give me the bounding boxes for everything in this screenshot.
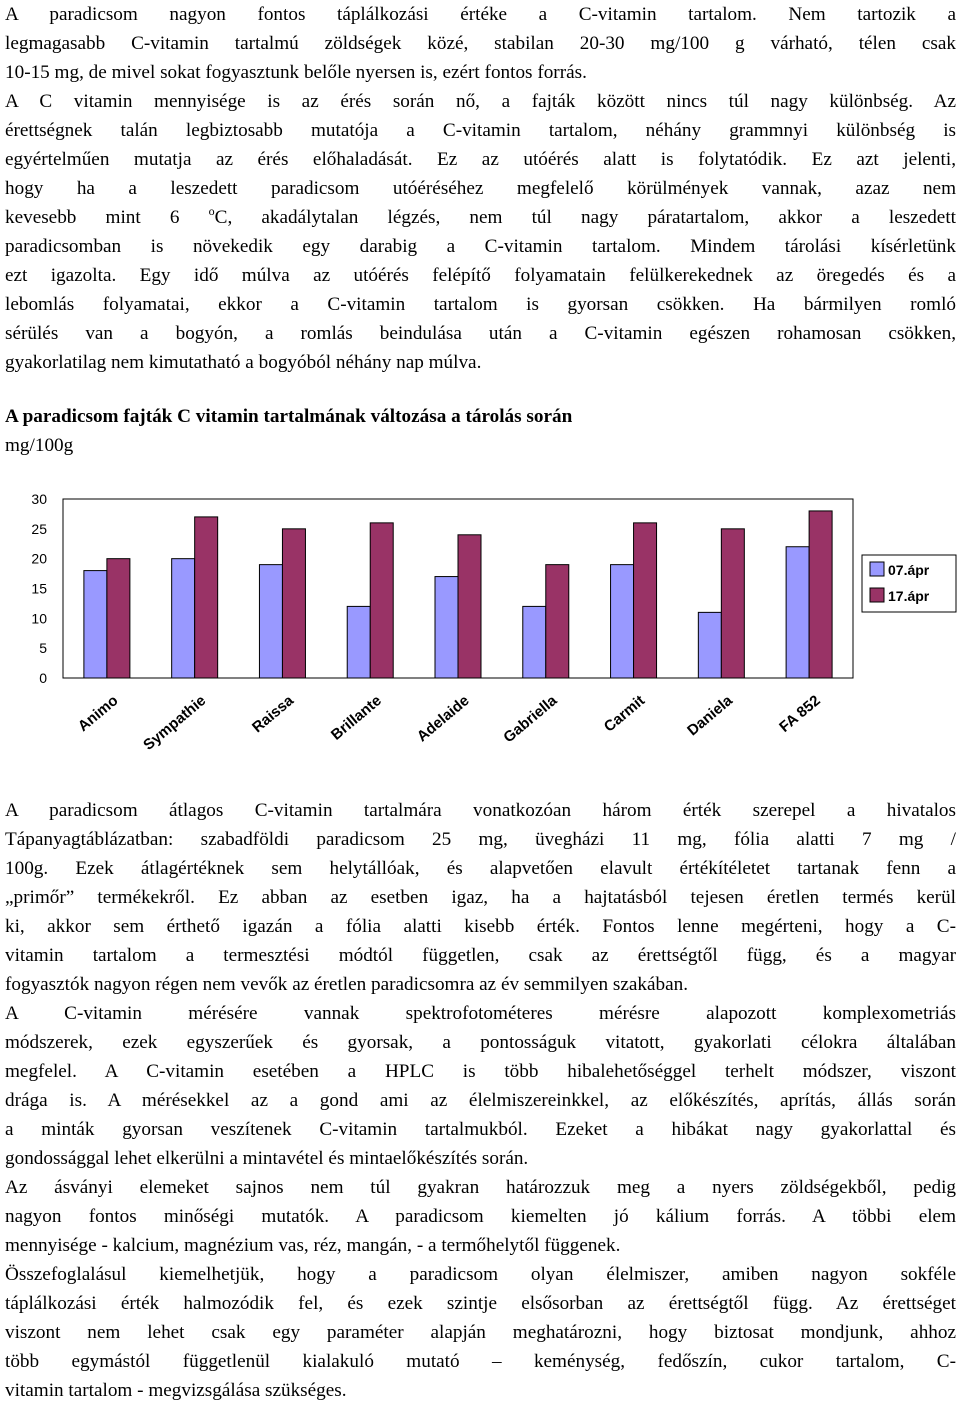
legend-label: 17.ápr — [888, 588, 930, 604]
text-line: nagyon fontos minőségi mutatók. A paradicsom kiemelten jó kálium forrás. A többi elem — [5, 1206, 956, 1227]
text-line: táplálkozási érték halmozódik fel, és ezek szintje elsősorban az érettségtől függ. Az érettséget — [5, 1293, 956, 1314]
text-line: sérülés van a bogyón, a romlás beindulása után a C-vitamin egészen rohamosan csökken, — [5, 323, 956, 344]
bar-series2 — [809, 511, 832, 678]
text-line: ki, akkor sem érthető igazán a fólia alatti kisebb érték. Fontos lenne megérteni, hogy a C- — [5, 916, 956, 937]
text-line: gondossággal lehet elkerülni a mintavétel és mintaelőkészítés során. — [5, 1148, 529, 1169]
text-line: hogy ha a leszedett paradicsom utóéréséhez megfelelő körülmények vannak, azaz nem — [5, 178, 956, 199]
text-fragment: kevesebb mint 6 — [5, 207, 209, 228]
legend-label: 07.ápr — [888, 562, 930, 578]
bar-series1 — [786, 547, 809, 678]
x-category-label: Gabriella — [500, 692, 561, 747]
legend-swatch — [870, 562, 884, 576]
text-line — [5, 203, 956, 232]
bars — [84, 511, 832, 678]
y-axis-ticks — [31, 491, 47, 686]
bar-series1 — [611, 565, 634, 678]
bar-series2 — [546, 565, 569, 678]
text-line: gyakorlatilag nem kimutatható a bogyóból néhány nap múlva. — [5, 352, 482, 373]
paragraph-minerals — [5, 1173, 956, 1260]
text-line: lebomlás folyamatai, ekkor a C-vitamin tartalom is gyorsan csökken. Ha bármilyen romló — [5, 294, 956, 315]
x-category-label: Sympathie — [140, 692, 210, 754]
paragraph-nutrition-table — [5, 796, 956, 999]
text-line: drága is. A mérésekkel az a gond ami az élelmiszereinkkel, az előkészítés, aprítás, állás során — [5, 1090, 956, 1111]
text-line: vitamin tartalom a termesztési módtól független, csak az érettségtől függ, és a magyar — [5, 945, 956, 966]
x-category-label: Brillante — [327, 692, 385, 744]
text-line: viszont nem lehet csak egy paraméter alapján meghatározni, hogy biztosat mondjunk, ahhoz — [5, 1322, 956, 1343]
degree-superscript: o — [208, 204, 215, 218]
legend — [862, 555, 956, 612]
text-line: egyértelműen mutatja az érés előhaladását. Ez az utóérés alatt is folytatódik. Ez azt jelenti, — [5, 149, 956, 170]
text-line: Tápanyagtáblázatban: szabadföldi paradicsom 25 mg, üvegházi 11 mg, fólia alatti 7 mg / — [5, 829, 956, 850]
bar-series2 — [370, 523, 393, 678]
bar-series1 — [435, 577, 458, 678]
text-line: megfelel. A C-vitamin esetében a HPLC is több hibalehetőséggel terhelt módszer, viszont — [5, 1061, 956, 1082]
bar-series2 — [634, 523, 657, 678]
text-line: A C vitamin mennyisége is az érés során nő, a fajták között nincs túl nagy különbség. Az — [5, 91, 956, 112]
y-tick-label: 10 — [31, 610, 47, 627]
chart-unit-label: mg/100g — [5, 435, 74, 456]
bar-series2 — [282, 529, 305, 678]
y-tick-label: 30 — [31, 491, 47, 507]
paragraph-intro — [5, 0, 956, 377]
bar-series1 — [84, 571, 107, 678]
x-category-label: Raissa — [249, 692, 298, 737]
text-line: A paradicsom nagyon fontos táplálkozási értéke a C-vitamin tartalom. Nem tartozik a — [5, 4, 956, 25]
legend-swatch — [870, 588, 884, 602]
text-line: paradicsomban is növekedik egy darabig a C-vitamin tartalom. Mindem tárolási kísérletünk — [5, 236, 956, 257]
y-tick-label: 15 — [31, 580, 47, 597]
y-tick-label: 25 — [31, 520, 47, 537]
text-line: A paradicsom átlagos C-vitamin tartalmára vonatkozóan három érték szerepel a hivatalos — [5, 800, 956, 821]
bar-series1 — [259, 565, 282, 678]
bar-series1 — [698, 612, 721, 678]
text-line: érettségnek talán legbiztosabb mutatója a C-vitamin tartalom, néhány grammnyi különbség is — [5, 120, 956, 141]
text-line: 100g. Ezek átlagértéknek sem helytállóak, és alapvetően elavult értékítéletet tartanak fenn a — [5, 858, 956, 879]
x-axis-labels — [75, 692, 824, 754]
y-tick-label: 0 — [39, 670, 47, 686]
bar-series1 — [523, 606, 546, 678]
x-category-label: Carmit — [600, 692, 649, 736]
y-tick-label: 20 — [31, 550, 47, 567]
text-line: mennyisége - kalcium, magnézium vas, réz, mangán, - a termőhelytől függenek. — [5, 1235, 621, 1256]
text-fragment: C, akadálytalan légzés, nem túl nagy páratartalom, akkor a leszedett — [214, 207, 956, 228]
text-line: A C-vitamin mérésére vannak spektrofotométeres mérésre alapozott komplexometriás — [5, 1003, 956, 1024]
x-category-label: FA 852 — [776, 692, 824, 736]
y-tick-label: 5 — [39, 640, 47, 657]
bar-series1 — [347, 606, 370, 678]
text-line: több egymástól függetlenül kialakuló mutató – keménység, fedőszín, cukor tartalom, C- — [5, 1351, 956, 1372]
vitamin-c-bar-chart — [0, 480, 960, 785]
bar-series2 — [458, 535, 481, 678]
text-line: módszerek, ezek egyszerűek és gyorsak, a pontosságuk vitatott, gyakorlati célokra általában — [5, 1032, 956, 1053]
chart-heading: A paradicsom fajták C vitamin tartalmának változása a tárolás során — [5, 406, 573, 427]
text-line: fogyasztók nagyon régen nem vevők az éretlen paradicsomra az év semmilyen szakában. — [5, 974, 689, 995]
text-line: „primőr” termékekről. Ez abban az esetben igaz, ha a hajtatásból tejesen éretlen termés kerül — [5, 887, 956, 908]
x-category-label: Adelaide — [413, 692, 473, 746]
x-category-label: Daniela — [684, 692, 736, 740]
text-line: 10-15 mg, de mivel sokat fogyasztunk belőle nyersen is, ezért fontos forrás. — [5, 62, 587, 83]
text-line: ezt igazolta. Egy idő múlva az utóérés felépítő folyamatain felülkerekednek az öregedés és a — [5, 265, 956, 286]
bar-series2 — [107, 559, 130, 678]
text-line: a minták gyorsan veszítenek C-vitamin tartalmukból. Ezeket a hibákat nagy gyakorlattal és — [5, 1119, 956, 1140]
text-line: Az ásványi elemeket sajnos nem túl gyakran határozzuk meg a nyers zöldségekből, pedig — [5, 1177, 956, 1198]
text-line: Összefoglalásul kiemelhetjük, hogy a paradicsom olyan élelmiszer, amiben nagyon sokféle — [5, 1264, 956, 1285]
paragraph-measurement — [5, 999, 956, 1173]
bar-series1 — [172, 559, 195, 678]
paragraph-summary — [5, 1260, 956, 1405]
bar-series2 — [721, 529, 744, 678]
text-line: legmagasabb C-vitamin tartalmú zöldségek közé, stabilan 20-30 mg/100 g várható, télen csak — [5, 33, 956, 54]
x-category-label: Animo — [74, 692, 122, 736]
text-line: vitamin tartalom - megvizsgálása szükséges. — [5, 1380, 347, 1401]
bar-series2 — [195, 517, 218, 678]
